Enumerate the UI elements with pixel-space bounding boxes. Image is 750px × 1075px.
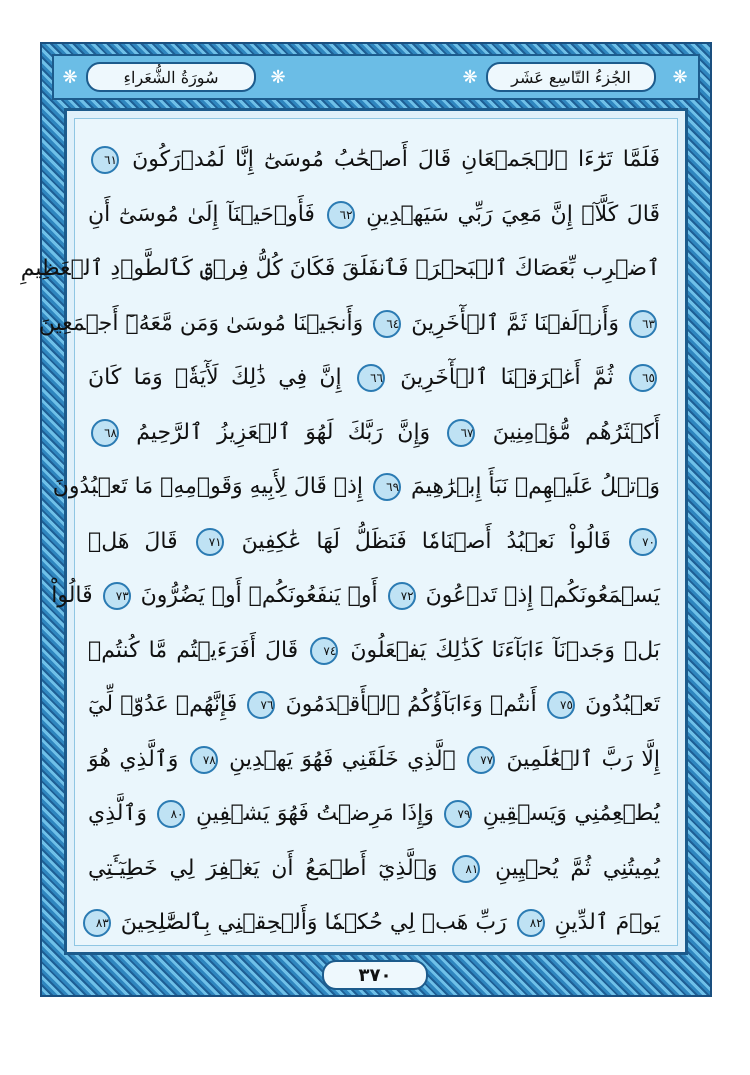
verse-text: قَالَ هَلۡ bbox=[88, 528, 178, 554]
verse-text: فَلَمَّا تَرَٰٓءَا ٱلۡجَمۡعَانِ قَالَ أَصۡحَٰبُ مُوسَىٰٓ إِنَّا لَمُدۡرَكُونَ bbox=[132, 147, 660, 172]
verse-line bbox=[88, 740, 660, 780]
verse-text: قَالَ كَلَّآۖ إِنَّ مَعِيَ رَبِّي سَيَهۡدِينِ bbox=[366, 201, 660, 227]
verse-line bbox=[88, 849, 660, 889]
verse-line bbox=[88, 358, 660, 398]
ornament-icon: ❋ bbox=[672, 66, 688, 88]
verse-text: بَلۡ وَجَدۡنَآ ءَابَآءَنَا كَذَٰلِكَ يَفۡعَلُونَ bbox=[350, 637, 661, 663]
ayah-number-marker: ٦٤ bbox=[373, 310, 401, 338]
ayah-number-marker: ٨٣ bbox=[83, 909, 111, 937]
verse-text: ٱلَّذِي خَلَقَنِي فَهُوَ يَهۡدِينِ bbox=[229, 746, 456, 772]
verse-text: قَالُواْ نَعۡبُدُ أَصۡنَامٗا فَنَظَلُّ لَهَا عَٰكِفِينَ bbox=[241, 528, 612, 554]
verse-text: رَبِّ هَبۡ لِي حُكۡمٗا وَأَلۡحِقۡنِي بِٱلصَّٰلِحِينَ bbox=[120, 910, 507, 935]
ayah-number-marker: ٦٩ bbox=[373, 473, 401, 501]
surah-title: سُورَةُ الشُّعَراءِ bbox=[86, 62, 256, 92]
verse-text: فَأَوۡحَيۡنَآ إِلَىٰ مُوسَىٰٓ أَنِ bbox=[88, 201, 315, 227]
verse-text: وَٱلَّذِيٓ أَطۡمَعُ أَن يَغۡفِرَ لِي خَطِيٓـَٔتِي bbox=[88, 855, 438, 881]
ayah-number-marker: ٨٠ bbox=[157, 800, 185, 828]
verse-text: يُمِيتُنِي ثُمَّ يُحۡيِينِ bbox=[495, 855, 660, 881]
verse-text: وَإِنَّ رَبَّكَ لَهُوَ ٱلۡعَزِيزُ ٱلرَّحِيمُ bbox=[136, 419, 431, 445]
verse-text: أَنتُمۡ وَءَابَآؤُكُمُ ٱلۡأَقۡدَمُونَ bbox=[285, 692, 537, 717]
verse-text: وَإِذَا مَرِضۡتُ فَهُوَ يَشۡفِينِ bbox=[195, 801, 434, 826]
ayah-number-marker: ٧٣ bbox=[103, 582, 131, 610]
ornament-icon: ❋ bbox=[62, 66, 78, 88]
ayah-number-marker: ٧٩ bbox=[444, 800, 472, 828]
verse-text: وَٱلَّذِي bbox=[88, 801, 147, 826]
ayah-number-marker: ٦٦ bbox=[357, 364, 385, 392]
ayah-number-marker: ٦٨ bbox=[91, 419, 119, 447]
ayah-number-marker: ٦٧ bbox=[447, 419, 475, 447]
verse-text: إِذۡ قَالَ لِأَبِيهِ وَقَوۡمِهِۦ مَا تَعۡبُدُونَ bbox=[52, 474, 364, 499]
verse-text: يَسۡمَعُونَكُمۡ إِذۡ تَدۡعُونَ bbox=[425, 583, 660, 608]
verse-text: قَالَ أَفَرَءَيۡتُم مَّا كُنتُمۡ bbox=[88, 637, 299, 663]
ornament-icon: ❋ bbox=[462, 66, 478, 88]
ayah-number-marker: ٧١ bbox=[196, 528, 224, 556]
verse-line bbox=[88, 413, 660, 453]
verse-line bbox=[88, 794, 660, 834]
verse-line bbox=[52, 467, 660, 507]
verse-text: قَالُواْ bbox=[51, 583, 93, 608]
verse-line bbox=[51, 576, 660, 616]
verse-text: وَٱتۡلُ عَلَيۡهِمۡ نَبَأَ إِبۡرَٰهِيمَ bbox=[411, 474, 660, 499]
ayah-number-marker: ٧٦ bbox=[247, 691, 275, 719]
verse-text: وَأَنجَيۡنَا مُوسَىٰ وَمَن مَّعَهُۥٓ أَجۡمَعِينَ bbox=[38, 310, 364, 336]
ayah-number-marker: ٦١ bbox=[91, 146, 119, 174]
verse-text: إِلَّا رَبَّ ٱلۡعَٰلَمِينَ bbox=[506, 746, 661, 772]
ornament-icon: ❋ bbox=[270, 66, 286, 88]
verse-line bbox=[88, 195, 660, 235]
ayah-number-marker: ٨٢ bbox=[517, 909, 545, 937]
verse-text: وَأَزۡلَفۡنَا ثَمَّ ٱلۡأٓخَرِينَ bbox=[411, 310, 619, 336]
verse-text: أَوۡ يَنفَعُونَكُمۡ أَوۡ يَضُرُّونَ bbox=[140, 583, 378, 608]
ayah-number-marker: ٧٨ bbox=[190, 746, 218, 774]
verse-text: أَكۡثَرُهُم مُّؤۡمِنِينَ bbox=[492, 419, 660, 445]
ayah-number-marker: ٧٢ bbox=[388, 582, 416, 610]
verse-line bbox=[20, 249, 660, 289]
verse-text: ٱضۡرِب بِّعَصَاكَ ٱلۡبَحۡرَۖ فَٱنفَلَقَ فَكَانَ كُلُّ فِرۡقٖ كَٱلطَّوۡدِ ٱلۡعَظِيمِ bbox=[20, 256, 660, 281]
ayah-number-marker: ٨١ bbox=[452, 855, 480, 883]
verse-line bbox=[88, 903, 660, 943]
verse-text: فَإِنَّهُمۡ عَدُوّٞ لِّيٓ bbox=[88, 692, 238, 717]
ayah-number-marker: ٧٠ bbox=[629, 528, 657, 556]
verse-line bbox=[88, 685, 660, 725]
verse-text: يَوۡمَ ٱلدِّينِ bbox=[554, 910, 660, 935]
verse-line bbox=[38, 304, 660, 344]
ayah-number-marker: ٦٥ bbox=[629, 364, 657, 392]
verse-text: يُطۡعِمُنِي وَيَسۡقِينِ bbox=[482, 801, 661, 826]
page-number: ٣٧٠ bbox=[322, 960, 428, 990]
ayah-number-marker: ٦٢ bbox=[327, 201, 355, 229]
verse-line bbox=[88, 631, 660, 671]
verse-text: وَٱلَّذِي هُوَ bbox=[88, 746, 179, 772]
ayah-number-marker: ٧٥ bbox=[547, 691, 575, 719]
ayah-number-marker: ٧٤ bbox=[310, 637, 338, 665]
verse-line bbox=[88, 140, 660, 180]
verse-line bbox=[88, 522, 660, 562]
juz-title: الجُزءُ التّاسِع عَشَر bbox=[486, 62, 656, 92]
verse-text: ثُمَّ أَغۡرَقۡنَا ٱلۡأٓخَرِينَ bbox=[400, 365, 614, 390]
verse-text: إِنَّ فِي ذَٰلِكَ لَأٓيَةٗۖ وَمَا كَانَ bbox=[88, 365, 342, 390]
ayah-number-marker: ٧٧ bbox=[467, 746, 495, 774]
verse-text: تَعۡبُدُونَ bbox=[585, 692, 660, 717]
ayah-number-marker: ٦٣ bbox=[629, 310, 657, 338]
